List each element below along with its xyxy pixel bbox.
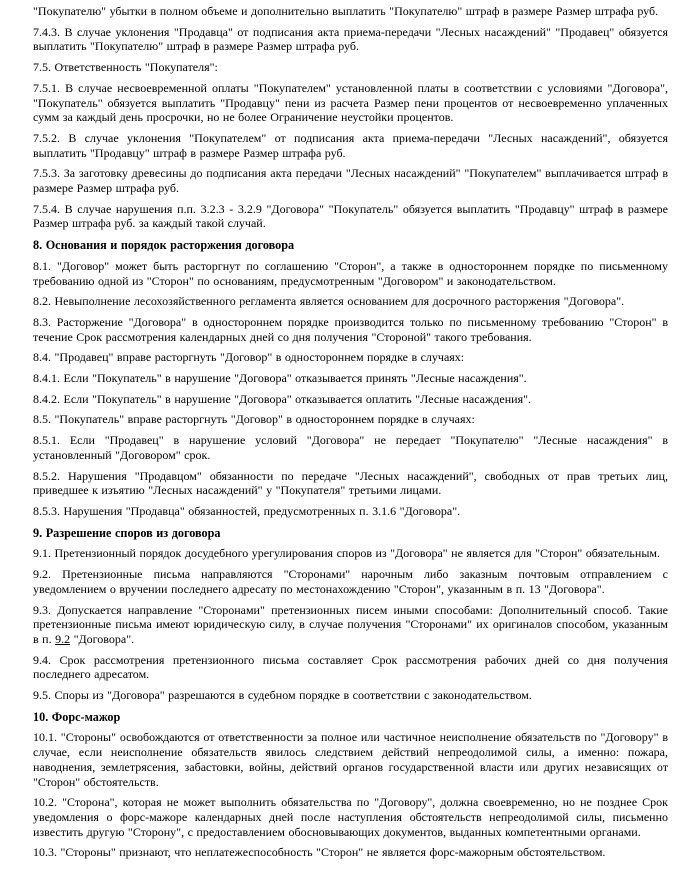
section-8-heading-text: 8. Основания и порядок расторжения договора <box>33 238 295 253</box>
clause-8.3-text: 8.3. Расторжение "Договора" в одностороннем порядке производится только по письменному требованию "Сторон" в течение Срок рассмотрения календарных дней со дня получения "Стороной" такого требования. <box>33 314 668 344</box>
clause-9.4-text: 9.4. Срок рассмотрения претензионного письма составляет Срок рассмотрения рабочих дней со дня получения последнего адресатом. <box>33 652 668 682</box>
contract-text-body <box>33 4 668 860</box>
clause-10.2-text: 10.2. "Сторона", которая не может выполнить обязательства по "Договору", должна своевременно, но не позднее Срок уведомления о форс-мажоре календарных дней после наступления обстоятельств непреодолимой силы, письменно известить другую "Сторону", с предоставлением обосновывающих документов, выданных компетентными органами. <box>33 795 668 839</box>
clause-8.5.3-text: 8.5.3. Нарушения "Продавца" обязанностей, предусмотренных п. 3.1.6 "Договора". <box>33 503 461 518</box>
clause-9.2 <box>33 567 668 596</box>
clause-7.5.4-text: 7.5.4. В случае нарушения п.п. 3.2.3 - 3.2.9 "Договора" "Покупатель" обязуется выплатить "Продавцу" штраф в размере Размер штрафа руб. за каждый такой случай. <box>33 201 668 231</box>
clause-7.5.1 <box>33 81 668 125</box>
clause-8.4.2-text: 8.4.2. Если "Покупатель" в нарушение "Договора" отказывается оплатить "Лесные насаждения". <box>33 391 531 406</box>
clause-8.1-text: 8.1. "Договор" может быть расторгнут по соглашению "Сторон", а также в одностороннем порядке по письменному требованию одной из "Сторон" по основаниям, предусмотренным "Договором" и законодательством. <box>33 258 668 288</box>
section-10-heading-text: 10. Форс-мажор <box>33 709 121 724</box>
clause-9.5 <box>33 688 668 703</box>
section-10-heading <box>33 710 668 725</box>
clause-8.5.1-text: 8.5.1. Если "Продавец" в нарушение условий "Договора" не передает "Покупателю" "Лесные насаждения" в установленный "Договором" срок. <box>33 433 668 462</box>
clause-7.4.2-fragment <box>33 4 668 19</box>
clause-8.5.2-text: 8.5.2. Нарушения "Продавцом" обязанности по передаче "Лесных насаждений", свободных от прав третьих лиц, приведшее к изъятию "Лесных насаждений" у "Покупателя" третьими лицами. <box>33 468 668 498</box>
clause-9.1-text: 9.1. Претензионный порядок досудебного урегулирования споров из "Договора" не является для "Сторон" обязательным. <box>33 546 660 561</box>
clause-10.3-text: 10.3. "Стороны" признают, что неплатежеспособность "Сторон" не является форс-мажорным обстоятельством. <box>33 845 606 860</box>
clause-9.5-text: 9.5. Споры из "Договора" разрешаются в судебном порядке в соответствии с законодательством. <box>33 688 532 703</box>
clause-9.2-text: 9.2. Претензионные письма направляются "Сторонами" нарочным либо заказным почтовым отправлением с уведомлением о вручении последнего адресату по местонахождению "Сторон", указанным в п. 13 "Договора". <box>33 567 668 596</box>
section-8-heading <box>33 238 668 253</box>
clause-8.2-text: 8.2. Невыполнение лесохозяйственного регламента является основанием для досрочного расторжения "Договора". <box>33 294 625 309</box>
clause-8.4 <box>33 350 668 365</box>
clause-9.3-text: 9.3. Допускается направление "Сторонами" претензионных писем иными способами: Дополнительный способ. Такие претензионные письма имеют юридическую силу, в случае получения "Сторонами" их оригиналов способом, указанным в п. <box>33 602 668 646</box>
clause-8.4-text: 8.4. "Продавец" вправе расторгнуть "Договор" в одностороннем порядке в случаях: <box>33 350 465 365</box>
clause-7.5.2 <box>33 131 668 160</box>
clause-10.1 <box>33 730 668 789</box>
clause-7.5.2-text: 7.5.2. В случае уклонения "Покупателем" от подписания акта приема-передачи "Лесных насаждений", обязуется выплатить "Продавцу" штраф в размере Размер штрафа руб. <box>33 130 668 160</box>
clause-10.1-text: 10.1. "Стороны" освобождаются от ответственности за полное или частичное неисполнение обязательств по "Договору" в случае, если неисполнение обязательств явилось следствием действий непреодолимой силы, а именно: пожара, наводнения, землетрясения, забастовки, войны, действий органов государственной власти или других независящих от "Сторон" обстоятельств. <box>33 730 668 789</box>
clause-7.4.3-text: 7.4.3. В случае уклонения "Продавца" от подписания акта приема-передачи "Лесных насаждений" "Продавец" обязуется выплатить "Покупателю" штраф в размере Размер штрафа руб. <box>33 24 668 54</box>
section-9-heading <box>33 526 668 541</box>
clause-10.2 <box>33 795 668 839</box>
ref-link-9.2[interactable]: 9.2 <box>55 631 71 646</box>
clause-8.3 <box>33 315 668 344</box>
clause-9.3 <box>33 603 668 647</box>
clause-10.3 <box>33 845 668 860</box>
clause-7.4.2-fragment-text: "Покупателю" убытки в полном объеме и дополнительно выплатить "Покупателю" штраф в размере Размер штрафа руб. <box>33 4 659 18</box>
clause-7.5.4 <box>33 202 668 231</box>
clause-9.1 <box>33 546 668 561</box>
clause-9.4 <box>33 653 668 682</box>
clause-8.2 <box>33 294 668 309</box>
clause-8.4.1 <box>33 371 668 386</box>
clause-8.1 <box>33 259 668 288</box>
clause-8.4.2 <box>33 392 668 407</box>
clause-7.5.3 <box>33 166 668 195</box>
clause-8.5.3 <box>33 504 668 519</box>
clause-7.5-text: 7.5. Ответственность "Покупателя": <box>33 60 218 75</box>
clause-8.4.1-text: 8.4.1. Если "Покупатель" в нарушение "Договора" отказывается принять "Лесные насаждения". <box>33 371 527 386</box>
clause-8.5 <box>33 412 668 427</box>
clause-7.5 <box>33 60 668 75</box>
clause-9.3-text: "Договора". <box>70 631 135 646</box>
clause-7.4.3 <box>33 25 668 54</box>
clause-8.5.1 <box>33 433 668 462</box>
clause-8.5.2 <box>33 469 668 498</box>
section-9-heading-text: 9. Разрешение споров из договора <box>33 525 221 540</box>
clause-7.5.3-text: 7.5.3. За заготовку древесины до подписания акта передачи "Лесных насаждений" "Покупателем" выплачивается штраф в размере Размер штрафа руб. <box>33 166 668 196</box>
clause-8.5-text: 8.5. "Покупатель" вправе расторгнуть "Договор" в одностороннем порядке в случаях: <box>33 412 475 427</box>
clause-7.5.1-text: 7.5.1. В случае несвоевременной оплаты "Покупателем" установленной платы в соответствии с условиями "Договора", "Покупатель" обязуется выплатить "Продавцу" пени из расчета Размер пени процентов от несвоевременно уплаченных сумм за каждый день просрочки, но не более Ограничение неустойки процентов. <box>33 80 668 125</box>
